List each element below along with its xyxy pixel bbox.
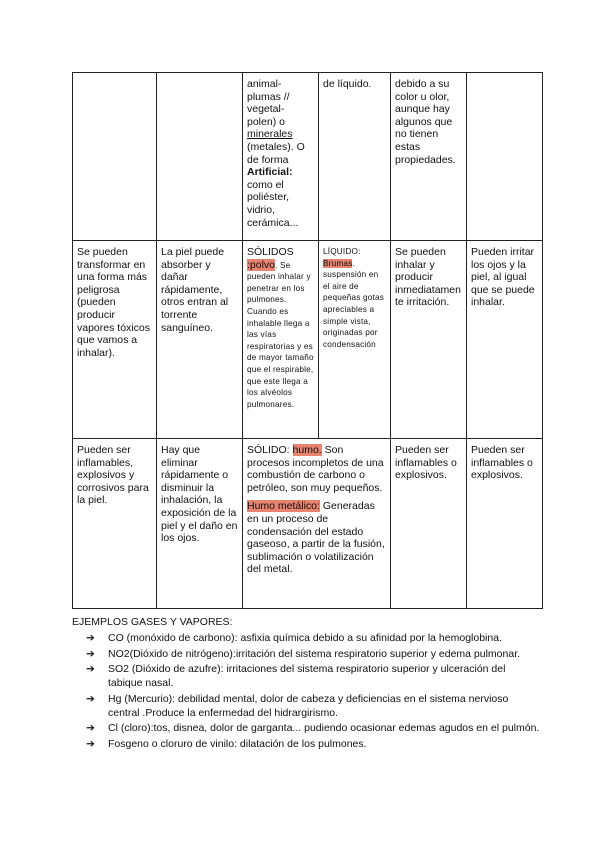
table-cell [157,73,243,241]
table-cell [73,73,157,241]
table-cell [157,439,243,609]
cell-text: pueden inhalar y penetrar en los pulmones. Cuando es inhalable llega a las vías respiratorias y es de mayor tamaño que el respirable, que este llega a los alvéolos pulmonares. [247,272,314,409]
table-cell [157,241,243,439]
cell-text: como el poliéster, vidrio, cerámica... [247,178,299,229]
table-cell [391,73,467,241]
list-item-text: Fosgeno o cloruro de vinilo: dilatación de los pulmones. [108,737,367,750]
table-cell [319,73,391,241]
highlighted-term: humo. [292,444,322,456]
list-item [72,721,542,735]
cell-text: Pueden ser inflamables o explosivos. [395,444,457,482]
cell-text: suspensión en el aire de pequeñas gotas apreciables a simple vista, originadas por condensación [323,270,385,349]
cell-text: de líquido. [323,78,372,90]
table-row [73,241,543,439]
cell-heading: SÓLIDOS [247,246,294,258]
hazards-table [72,72,543,609]
cell-text: Hay que eliminar rápidamente o disminuir la inhalación, la exposición de la piel y el daño en los ojos. [161,444,238,545]
cell-text: debido a su color u olor, aunque hay algunos que no tienen estas propiedades. [395,78,456,166]
list-item [72,692,542,720]
list-item-text: NO2(Dióxido de nitrógeno):irritación del sistema respiratorio superior y edema pulmonar. [108,647,521,660]
table-cell [391,241,467,439]
arrow-icon: ➔ [86,722,95,734]
table-cell [391,439,467,609]
cell-heading: SÓLIDO: [247,444,293,456]
table-cell [319,241,391,439]
list-item [72,631,542,645]
table-row [73,439,543,609]
cell-text: Se pueden inhalar y producir inmediatamente irritación. [395,246,461,309]
cell-text: Pueden ser inflamables o explosivos. [471,444,533,482]
cell-text: . [352,258,355,268]
table-cell [243,241,319,439]
gas-examples-section [72,615,542,752]
arrow-icon: ➔ [86,632,95,644]
cell-text: animal- [247,78,282,90]
table-cell [73,439,157,609]
cell-text: Se pueden transformar en una forma más peligrosa (pueden producir vapores tóxicos que vamos a inhalar). [77,246,150,359]
table-cell [243,439,391,609]
list-item-text: CO (monóxido de carbono): asfixia química debido a su afinidad por la hemoglobina. [108,632,502,644]
cell-text: Pueden irritar los ojos y la piel, al igual que se puede inhalar. [471,246,535,309]
cell-text: Son procesos incompletos de una combustión de carbono o petróleo, son muy pequeños. [247,444,384,494]
table-cell [467,241,543,439]
table-cell [73,241,157,439]
table-cell [467,73,543,241]
cell-text: (metales). O de forma [247,140,305,166]
cell-text: La piel puede absorber y dañar rápidamente, otros entran al torrente sanguíneo. [161,246,229,334]
section-title: EJEMPLOS GASES Y VAPORES: [72,616,233,628]
arrow-icon: ➔ [86,663,95,675]
cell-text: Generadas en un proceso de condensación del estado gaseoso, a partir de la fusión, sublimación o volatilización del metal. [247,500,385,576]
list-item [72,662,542,690]
cell-text: Pueden ser inflamables, explosivos y corrosivos para la piel. [77,444,149,507]
examples-list [72,631,542,751]
table-cell [243,73,319,241]
highlighted-term: Humo metálico: [247,500,320,513]
cell-heading: LÍQUIDO: [323,247,361,256]
list-item [72,737,542,751]
list-item-text: Hg (Mercurio): debilidad mental, dolor de cabeza y deficiencias en el sistema nervioso central .Produce la enfermedad del hidrargirismo. [108,692,509,719]
cell-text: . Se [275,260,291,270]
highlighted-term: :polvo [247,258,276,271]
list-item-text: Cl (cloro):tos, disnea, dolor de garganta... pudiendo ocasionar edemas agudos en el pulmón. [108,722,540,734]
table-row [73,73,543,241]
bold-label: Artificial: [247,166,293,179]
cell-text: plumas // [247,90,290,103]
underlined-word: minerales [247,128,293,141]
arrow-icon: ➔ [86,737,95,750]
cell-text: vegetal- [247,103,285,116]
list-item [72,647,542,661]
table-cell [467,439,543,609]
list-item-text: SO2 (Dióxido de azufre): irritaciones del sistema respiratorio superior y ulceración del tabique nasal. [108,663,506,689]
cell-text: polen) o [247,115,285,128]
arrow-icon: ➔ [86,647,95,660]
arrow-icon: ➔ [86,692,95,705]
highlighted-term: Brumas [323,258,353,268]
